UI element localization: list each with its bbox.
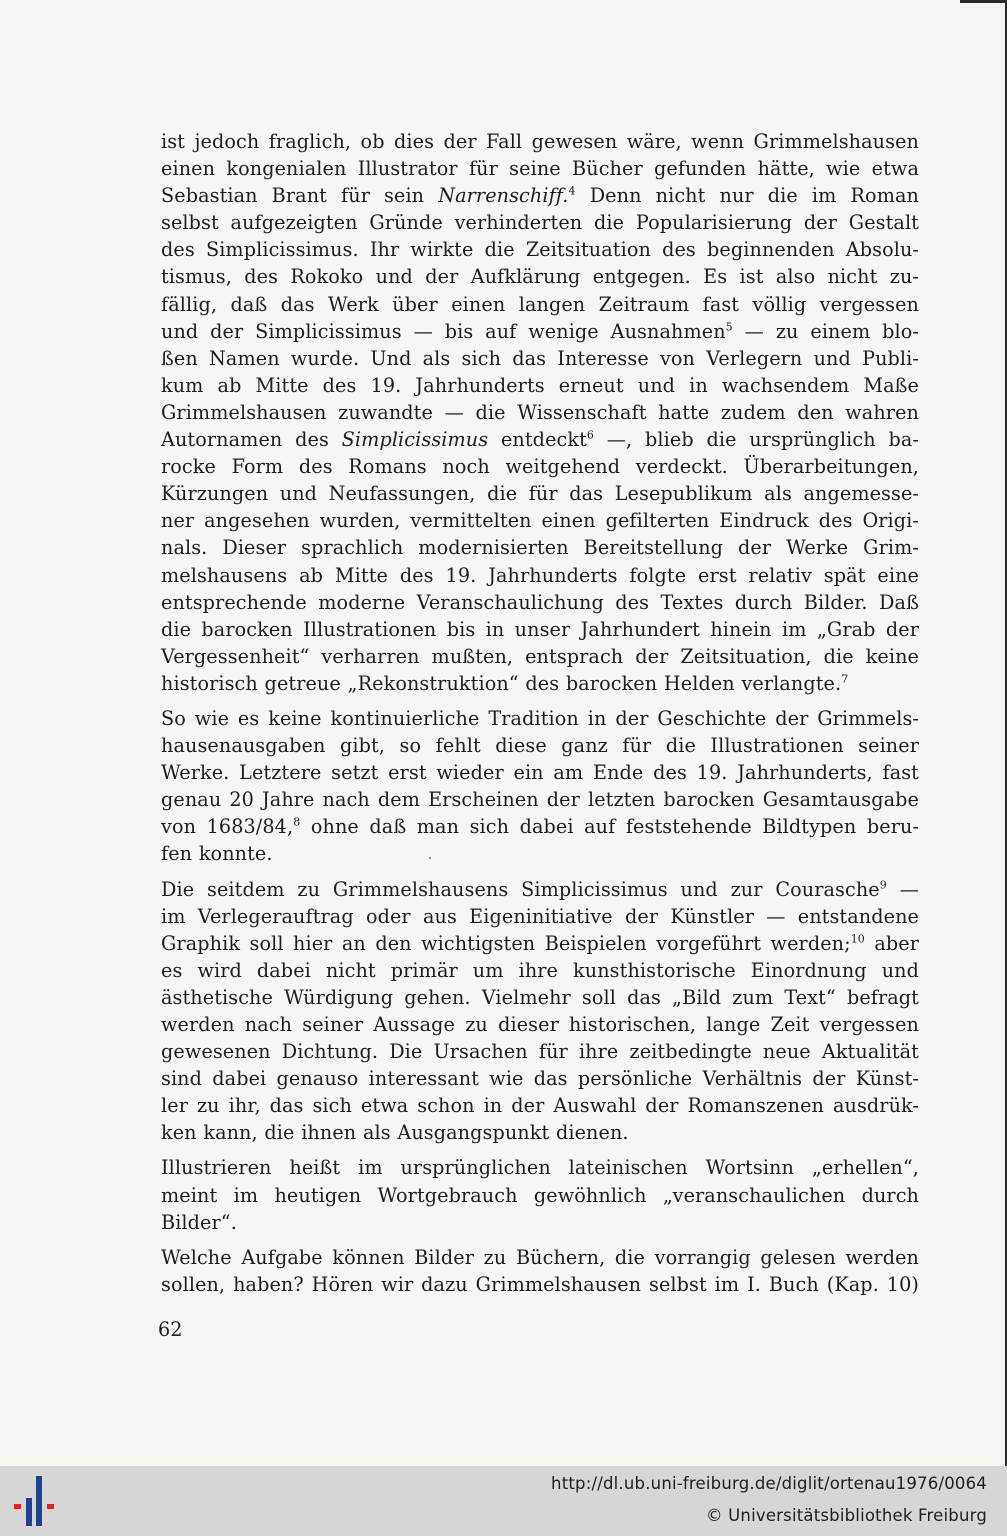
text-line: [161, 155, 919, 182]
text-run: ken kann, die ihnen als Ausgangspunkt dienen.: [161, 1121, 629, 1145]
footnote-marker[interactable]: 4: [568, 184, 576, 198]
text-run: Autornamen des: [161, 428, 342, 452]
paragraph-gap: [161, 868, 919, 876]
text-run: historisch getreue „Rekonstruktion“ des barocken Helden verlangte.: [161, 671, 842, 695]
italic-title: Narrenschiff.: [438, 184, 569, 208]
text-run: genau 20 Jahre nach dem Erscheinen der letzten barocken Gesamtausgabe: [161, 788, 919, 812]
text-line: [161, 426, 919, 453]
page-number: 62: [158, 1318, 183, 1341]
ub-freiburg-logo-icon: [14, 1476, 64, 1528]
text-run: es wird dabei nicht primär um ihre kunsthistorische Einordnung und: [161, 958, 919, 982]
text-line: [161, 1119, 919, 1146]
paragraph-gap: [161, 1236, 919, 1244]
scan-speck: [429, 857, 431, 859]
text-line: [161, 840, 919, 867]
logo-blue-bar-2: [36, 1476, 42, 1526]
italic-title: Simplicissimus: [341, 428, 489, 452]
text-line: [161, 759, 919, 786]
text-run: nals. Dieser sprachlich modernisierten Bereitstellung der Werke Grim-: [161, 536, 919, 560]
text-run: tismus, des Rokoko und der Aufklärung entgegen. Es ist also nicht zu-: [161, 265, 919, 289]
text-line: [161, 399, 919, 426]
text-line: [161, 1244, 919, 1271]
text-run: Illustrieren heißt im ursprünglichen lateinischen Wortsinn „erhellen“,: [161, 1156, 919, 1180]
text-line: [161, 1154, 919, 1181]
text-run: rocke Form des Romans noch weitgehend verdeckt. Überarbeitungen,: [161, 455, 919, 479]
paragraph-gap: [161, 697, 919, 705]
paragraph-gap: [161, 1146, 919, 1154]
footnote-marker[interactable]: 7: [841, 672, 849, 686]
text-line: [161, 318, 919, 345]
text-run: sind dabei genauso interessant wie das persönliche Verhältnis der Künst-: [161, 1067, 919, 1091]
text-line: [161, 705, 919, 732]
text-run: Denn nicht nur die im Roman: [575, 184, 920, 208]
copyright-notice: © Universitätsbibliothek Freiburg: [705, 1506, 987, 1525]
text-line: [161, 930, 919, 957]
text-run: Welche Aufgabe können Bilder zu Büchern, die vorrangig gelesen werden: [161, 1245, 919, 1269]
text-line: [161, 534, 919, 561]
text-run: entsprechende moderne Veranschaulichung des Textes durch Bilder. Daß: [161, 590, 919, 614]
text-line: [161, 732, 919, 759]
text-line: [161, 182, 919, 209]
text-run: Sebastian Brant für sein: [161, 184, 439, 208]
text-run: Werke. Letztere setzt erst wieder ein am Ende des 19. Jahrhunderts, fast: [161, 761, 919, 785]
text-line: [161, 876, 919, 903]
text-run: ßen Namen wurde. Und als sich das Interesse von Verlegern und Publi-: [161, 346, 919, 370]
text-line: [161, 1038, 919, 1065]
text-run: werden nach seiner Aussage zu dieser historischen, lange Zeit vergessen: [161, 1013, 919, 1036]
text-line: [161, 1271, 919, 1298]
text-run: melshausens ab Mitte des 19. Jahrhunderts folgte erst relativ spät eine: [161, 563, 919, 587]
text-run: kum ab Mitte des 19. Jahrhunderts erneut und in wachsendem Maße: [161, 373, 919, 397]
text-line: [161, 1209, 919, 1236]
logo-red-left: [14, 1504, 21, 1509]
text-run: ästhetische Würdigung gehen. Vielmehr soll das „Bild zum Text“ befragt: [161, 985, 919, 1009]
text-line: [161, 616, 919, 643]
text-line: [161, 562, 919, 589]
footnote-marker[interactable]: 10: [850, 932, 865, 946]
text-run: ler zu ihr, das sich etwa schon in der Auswahl der Romanszenen ausdrük-: [161, 1094, 919, 1118]
text-run: Grimmelshausen zuwandte — die Wissenschaft hatte zudem den wahren: [161, 400, 919, 424]
text-line: [161, 984, 919, 1011]
text-run: selbst aufgezeigten Gründe verhinderten die Popularisierung der Gestalt: [161, 211, 919, 235]
text-line: [161, 786, 919, 813]
text-run: Kürzungen und Neufassungen, die für das Lesepublikum als angemesse-: [161, 482, 919, 506]
logo-blue-bar-1: [26, 1498, 32, 1526]
text-run: Vergessenheit“ verharren mußten, entsprach der Zeitsituation, die keine: [161, 644, 919, 668]
footnote-marker[interactable]: 6: [586, 428, 595, 442]
text-line: [161, 236, 919, 263]
text-run: von 1683/84,: [161, 815, 294, 839]
text-line: [161, 209, 919, 236]
text-run: entdeckt: [488, 428, 587, 452]
text-line: [161, 1182, 919, 1209]
text-line: [161, 1011, 919, 1038]
text-run: Graphik soll hier an den wichtigsten Beispielen vorgeführt werden;: [161, 931, 851, 955]
text-line: [161, 1065, 919, 1092]
text-run: Bilder“.: [161, 1210, 237, 1234]
text-run: hausenausgaben gibt, so fehlt diese ganz für die Illustrationen seiner: [161, 734, 919, 758]
footnote-marker[interactable]: 9: [879, 878, 887, 892]
scan-edge: [960, 0, 1007, 3]
text-run: ohne daß man sich dabei auf feststehende Bildtypen beru-: [300, 815, 920, 839]
text-line: [161, 589, 919, 616]
text-run: So wie es keine kontinuierliche Tradition in der Geschichte der Grimmels-: [161, 706, 919, 730]
text-run: fällig, daß das Werk über einen langen Zeitraum fast völlig vergessen: [161, 292, 919, 316]
text-run: die barocken Illustrationen bis in unser Jahrhundert hinein im „Grab der: [161, 617, 919, 641]
logo-red-right: [47, 1504, 54, 1509]
text-line: [161, 372, 919, 399]
text-line: [161, 291, 919, 318]
body-text: [161, 128, 919, 1298]
text-line: [161, 670, 919, 697]
text-line: [161, 128, 919, 155]
text-run: —, blieb die ursprünglich ba-: [594, 428, 919, 452]
text-line: [161, 345, 919, 372]
text-line: [161, 480, 919, 507]
text-line: [161, 957, 919, 984]
footnote-marker[interactable]: 8: [293, 815, 301, 829]
footnote-marker[interactable]: 5: [725, 320, 733, 334]
text-run: und der Simplicissimus — bis auf wenige Ausnahmen: [161, 319, 726, 343]
text-line: [161, 263, 919, 290]
text-line: [161, 903, 919, 930]
text-run: aber: [864, 931, 919, 955]
text-run: —: [886, 877, 919, 901]
text-run: einen kongenialen Illustrator für seine Bücher gefunden hätte, wie etwa: [161, 157, 919, 181]
text-line: [161, 453, 919, 480]
text-run: sollen, haben? Hören wir dazu Grimmelshausen selbst im I. Buch (Kap. 10): [161, 1272, 919, 1296]
text-line: [161, 1092, 919, 1119]
source-url-link[interactable]: http://dl.ub.uni-freiburg.de/diglit/ortenau1976/0064: [551, 1474, 987, 1493]
text-run: fen konnte.: [161, 842, 273, 866]
text-run: des Simplicissimus. Ihr wirkte die Zeitsituation des beginnenden Absolu-: [161, 238, 919, 262]
text-run: meint im heutigen Wortgebrauch gewöhnlich „veranschaulichen durch: [161, 1183, 919, 1207]
text-run: gewesenen Dichtung. Die Ursachen für ihre zeitbedingte neue Aktualität: [161, 1040, 919, 1064]
text-run: ist jedoch fraglich, ob dies der Fall gewesen wäre, wenn Grimmelshausen: [161, 130, 919, 153]
text-line: [161, 643, 919, 670]
text-run: Die seitdem zu Grimmelshausens Simplicissimus und zur Courasche: [161, 877, 880, 901]
text-run: im Verlegerauftrag oder aus Eigeninitiative der Künstler — entstandene: [161, 904, 919, 928]
text-line: [161, 507, 919, 534]
text-line: [161, 813, 919, 840]
text-run: ner angesehen wurden, vermittelten einen gefilterten Eindruck des Origi-: [161, 509, 919, 533]
text-run: — zu einem blo-: [732, 319, 919, 343]
